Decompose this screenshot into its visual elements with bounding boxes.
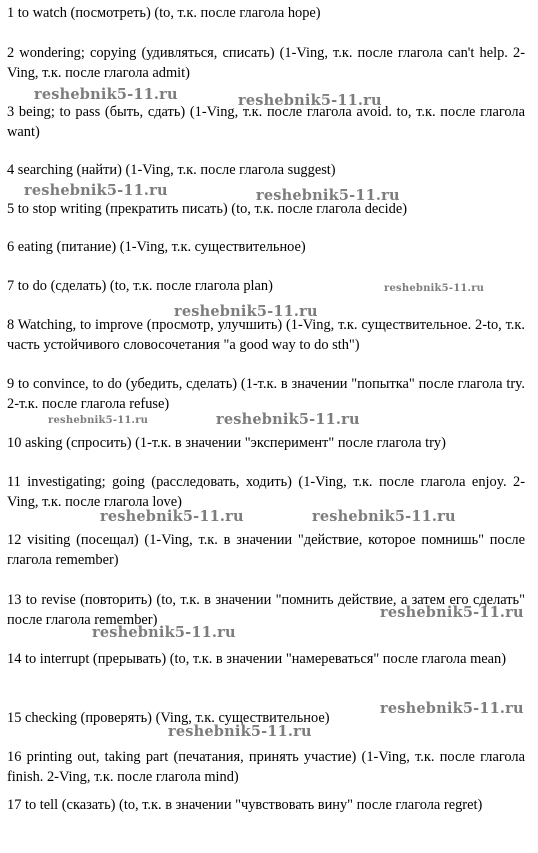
answer-item-13: 13 to revise (повторить) (to, т.к. в значении "помнить действие, а затем его сделать" после глагола remember) — [7, 592, 525, 628]
watermark: reshebnik5-11.ru — [384, 283, 485, 294]
answer-item-10: 10 asking (спросить) (1-т.к. в значении "эксперимент" после глагола try) — [7, 435, 446, 451]
answer-item-1: 1 to watch (посмотреть) (to, т.к. после глагола hope) — [7, 5, 321, 21]
watermark: reshebnik5-11.ru — [92, 624, 236, 641]
watermark: reshebnik5-11.ru — [34, 86, 178, 103]
answer-item-9: 9 to convince, to do (убедить, сделать) (1-т.к. в значении "попытка" после глагола try. 2-т.к. после глагола refuse) — [7, 376, 525, 412]
answer-item-16: 16 printing out, taking part (печатания, принять участие) (1-Ving, т.к. после глагола finish. 2-Ving, т.к. после глагола mind) — [7, 749, 525, 785]
answer-item-15: 15 checking (проверять) (Ving, т.к. существительное) — [7, 710, 330, 726]
answer-item-3: 3 being; to pass (быть, сдать) (1-Ving, т.к. после глагола avoid. to, т.к. после глагола want) — [7, 104, 525, 140]
watermark: reshebnik5-11.ru — [168, 723, 312, 740]
answer-item-14: 14 to interrupt (прерывать) (to, т.к. в значении "намереваться" после глагола mean) — [7, 651, 507, 667]
answer-item-8: 8 Watching, to improve (просмотр, улучшить) (1-Ving, т.к. существительное. 2-to, т.к. часть устойчивого словосочетания "a good way to do sth") — [7, 317, 525, 353]
watermark: reshebnik5-11.ru — [48, 415, 149, 426]
watermark: reshebnik5-11.ru — [216, 411, 360, 428]
watermark: reshebnik5-11.ru — [380, 604, 524, 621]
watermark: reshebnik5-11.ru — [100, 508, 244, 525]
answer-item-5: 5 to stop writing (прекратить писать) (to, т.к. после глагола decide) — [7, 201, 408, 217]
watermark: reshebnik5-11.ru — [380, 700, 524, 717]
watermark: reshebnik5-11.ru — [174, 303, 318, 320]
answer-item-7: 7 to do (сделать) (to, т.к. после глагола plan) — [7, 278, 273, 294]
watermark: reshebnik5-11.ru — [238, 92, 382, 109]
watermark: reshebnik5-11.ru — [256, 187, 400, 204]
watermark: reshebnik5-11.ru — [24, 182, 168, 199]
answer-item-6: 6 eating (питание) (1-Ving, т.к. существительное) — [7, 239, 306, 255]
answer-item-12: 12 visiting (посещал) (1-Ving, т.к. в значении "действие, которое помнишь" после глагола remember) — [7, 532, 525, 568]
answer-item-4: 4 searching (найти) (1-Ving, т.к. после глагола suggest) — [7, 162, 336, 178]
answer-item-11: 11 investigating; going (расследовать, ходить) (1-Ving, т.к. после глагола enjoy. 2-Ving, т.к. после глагола love) — [7, 474, 525, 510]
answer-item-2: 2 wondering; copying (удивляться, списать) (1-Ving, т.к. после глагола can't help. 2-Ving, т.к. после глагола admit) — [7, 45, 525, 81]
answer-item-17: 17 to tell (сказать) (to, т.к. в значении "чувствовать вину" после глагола regret) — [7, 797, 483, 813]
watermark: reshebnik5-11.ru — [312, 508, 456, 525]
